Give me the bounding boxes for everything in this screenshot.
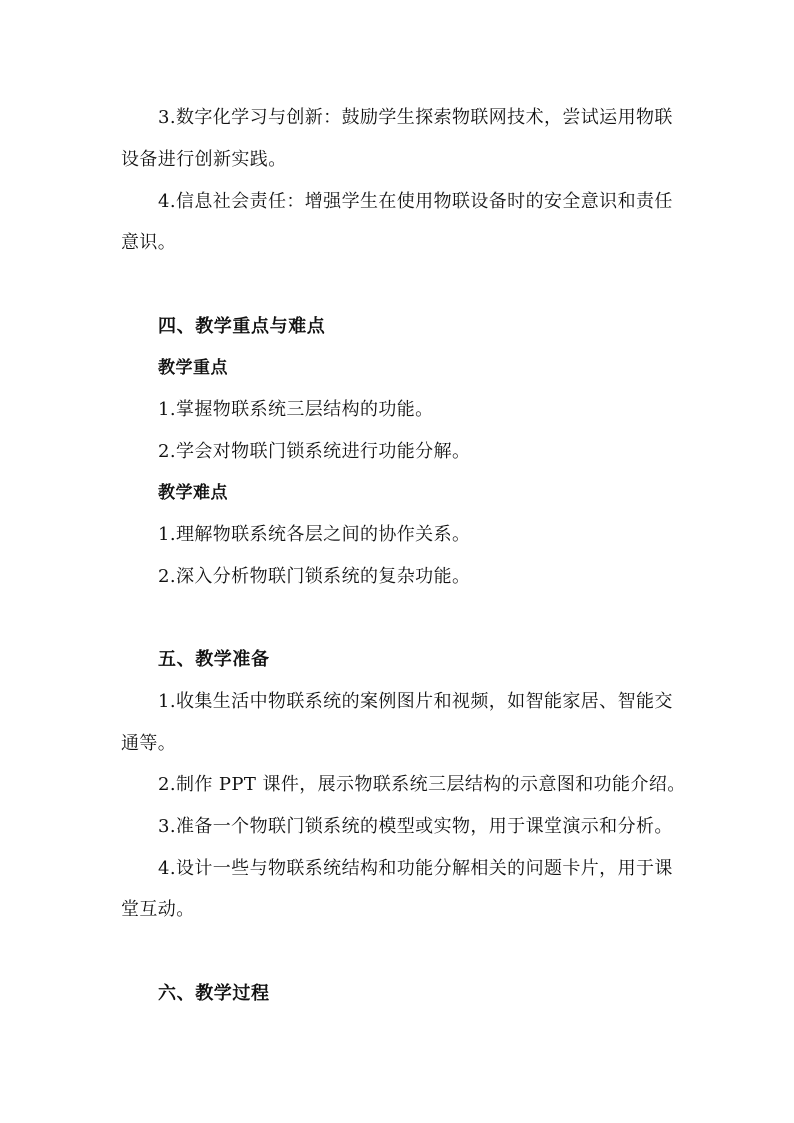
objective-4-line-1: 4.信息社会责任：增强学生在使用物联设备时的安全意识和责任: [158, 191, 673, 212]
section-4-heading: 四、教学重点与难点: [158, 316, 326, 337]
objective-3-line-1: 3.数字化学习与创新：鼓励学生探索物联网技术，尝试运用物联: [158, 107, 673, 128]
objective-4-line-2: 意识。: [121, 232, 177, 253]
section-5-heading: 五、教学准备: [158, 649, 270, 670]
preparation-item-2: 2.制作 PPT 课件，展示物联系统三层结构的示意图和功能介绍。: [158, 774, 686, 795]
preparation-item-1-line-1: 1.收集生活中物联系统的案例图片和视频，如智能家居、智能交: [158, 691, 673, 712]
difficulty-item: 1.理解物联系统各层之间的协作关系。: [158, 524, 471, 545]
difficulty-item: 2.深入分析物联门锁系统的复杂功能。: [158, 566, 471, 587]
key-point-item: 1.掌握物联系统三层结构的功能。: [158, 399, 434, 420]
section-6-heading: 六、教学过程: [158, 983, 270, 1004]
key-points-subheading: 教学重点: [158, 358, 228, 378]
objective-3-line-2: 设备进行创新实践。: [121, 149, 287, 170]
key-point-item: 2.学会对物联门锁系统进行功能分解。: [158, 441, 471, 462]
preparation-item-4-line-2: 堂互动。: [121, 899, 195, 920]
preparation-item-1-line-2: 通等。: [121, 733, 177, 754]
preparation-item-3: 3.准备一个物联门锁系统的模型或实物，用于课堂演示和分析。: [158, 816, 673, 837]
difficulty-subheading: 教学难点: [158, 483, 228, 503]
preparation-item-4-line-1: 4.设计一些与物联系统结构和功能分解相关的问题卡片，用于课: [158, 858, 673, 879]
